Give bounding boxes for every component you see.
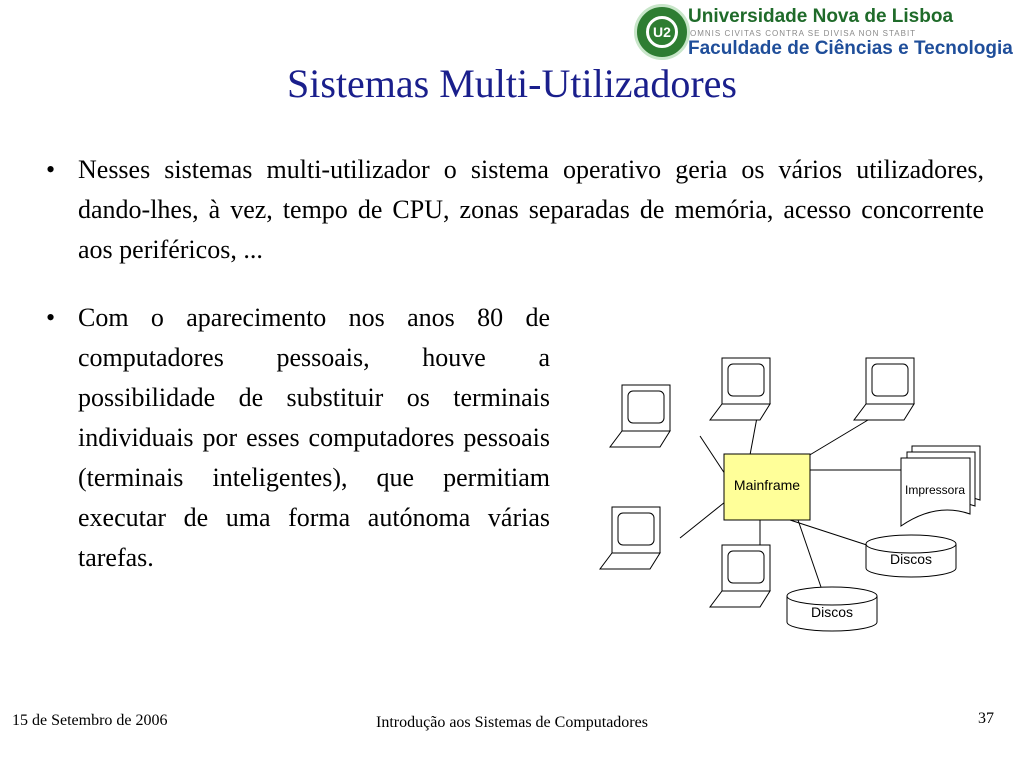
disk-label-right: Discos <box>889 551 933 567</box>
terminal-icon <box>610 385 670 447</box>
terminal-icon <box>710 545 770 607</box>
university-motto: OMNIS CIVITAS CONTRA SE DIVISA NON STABIT <box>690 29 917 38</box>
bullet-item <box>46 150 984 270</box>
bullet-item <box>46 298 550 578</box>
university-name: Universidade Nova de Lisboa <box>688 6 954 27</box>
university-logo <box>632 2 1020 64</box>
printer-label: Impressora <box>904 483 966 497</box>
faculty-name: Faculdade de Ciências e Tecnologia <box>688 38 1013 59</box>
footer-date: 15 de Setembro de 2006 <box>12 712 168 729</box>
mainframe-label: Mainframe <box>733 477 801 493</box>
university-emblem-icon <box>634 4 690 60</box>
footer-course-title: Introdução aos Sistemas de Computadores <box>376 714 648 731</box>
bullet-dot-icon: • <box>46 303 56 332</box>
mainframe-node <box>724 454 810 520</box>
disk-icon <box>787 587 877 631</box>
bullet-dot-icon: • <box>46 155 56 184</box>
mainframe-network-diagram <box>590 350 1010 650</box>
printer-icon <box>901 446 980 526</box>
disk-label-bottom: Discos <box>810 604 854 620</box>
terminal-icon <box>854 358 914 420</box>
page-number: 37 <box>978 710 994 727</box>
emblem-mark: U2 <box>646 16 678 48</box>
disk-icon <box>866 535 956 577</box>
terminal-icon <box>600 507 660 569</box>
bullet-text: Nesses sistemas multi-utilizador o sistema operativo geria os vários utilizadores, dando-lhes, à vez, tempo de CPU, zonas separadas de memória, acesso concorrente aos periféricos, ... <box>78 155 984 264</box>
bullet-text: Com o aparecimento nos anos 80 de computadores pessoais, houve a possibilidade de substituir os terminais individuais por esses computadores pessoais (terminais inteligentes), que permitiam executar de uma forma autónoma várias tarefas. <box>78 303 550 572</box>
terminal-icon <box>710 358 770 420</box>
slide-title: Sistemas Multi-Utilizadores <box>287 61 737 106</box>
